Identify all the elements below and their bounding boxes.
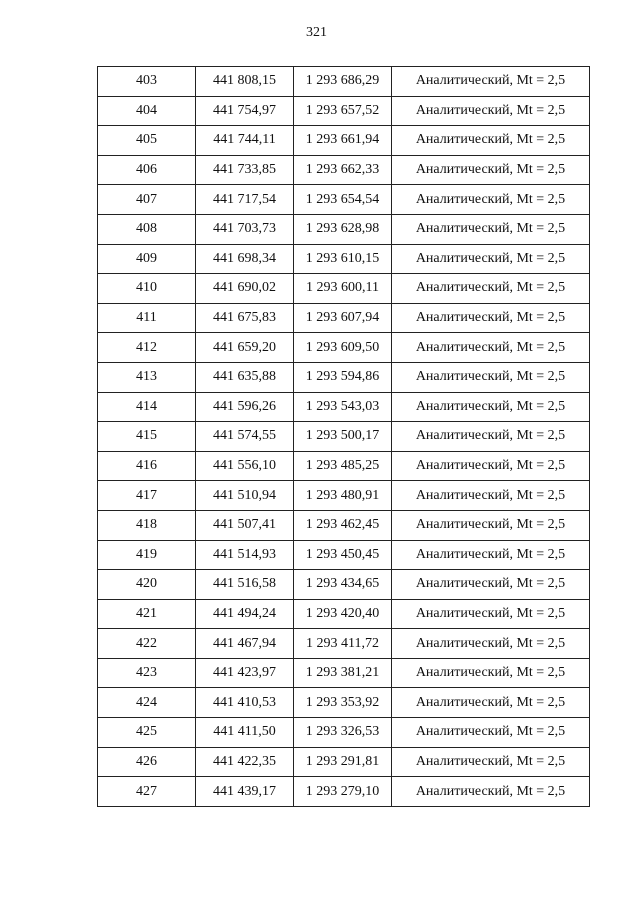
- table-row: [98, 747, 590, 777]
- table-row: [98, 629, 590, 659]
- x-coordinate-cell: 441 808,15: [196, 67, 294, 97]
- table-row: [98, 96, 590, 126]
- table-row: [98, 274, 590, 304]
- x-coordinate-cell: 441 423,97: [196, 658, 294, 688]
- point-number-cell: 412: [98, 333, 196, 363]
- table-row: [98, 451, 590, 481]
- method-cell: Аналитический, Mt = 2,5: [392, 451, 590, 481]
- table-row: [98, 422, 590, 452]
- point-number-cell: 426: [98, 747, 196, 777]
- point-number-cell: 419: [98, 540, 196, 570]
- method-cell: Аналитический, Mt = 2,5: [392, 362, 590, 392]
- y-coordinate-cell: 1 293 381,21: [294, 658, 392, 688]
- method-cell: Аналитический, Mt = 2,5: [392, 67, 590, 97]
- point-number-cell: 413: [98, 362, 196, 392]
- point-number-cell: 421: [98, 599, 196, 629]
- x-coordinate-cell: 441 514,93: [196, 540, 294, 570]
- method-cell: Аналитический, Mt = 2,5: [392, 333, 590, 363]
- table-row: [98, 481, 590, 511]
- method-cell: Аналитический, Mt = 2,5: [392, 718, 590, 748]
- method-cell: Аналитический, Mt = 2,5: [392, 481, 590, 511]
- point-number-cell: 405: [98, 126, 196, 156]
- method-cell: Аналитический, Mt = 2,5: [392, 599, 590, 629]
- y-coordinate-cell: 1 293 609,50: [294, 333, 392, 363]
- method-cell: Аналитический, Mt = 2,5: [392, 303, 590, 333]
- method-cell: Аналитический, Mt = 2,5: [392, 777, 590, 807]
- point-number-cell: 409: [98, 244, 196, 274]
- method-cell: Аналитический, Mt = 2,5: [392, 392, 590, 422]
- y-coordinate-cell: 1 293 353,92: [294, 688, 392, 718]
- x-coordinate-cell: 441 574,55: [196, 422, 294, 452]
- method-cell: Аналитический, Mt = 2,5: [392, 688, 590, 718]
- method-cell: Аналитический, Mt = 2,5: [392, 422, 590, 452]
- y-coordinate-cell: 1 293 450,45: [294, 540, 392, 570]
- method-cell: Аналитический, Mt = 2,5: [392, 570, 590, 600]
- table-row: [98, 570, 590, 600]
- x-coordinate-cell: 441 690,02: [196, 274, 294, 304]
- point-number-cell: 416: [98, 451, 196, 481]
- table-row: [98, 185, 590, 215]
- method-cell: Аналитический, Mt = 2,5: [392, 214, 590, 244]
- table-row: [98, 718, 590, 748]
- point-number-cell: 404: [98, 96, 196, 126]
- point-number-cell: 415: [98, 422, 196, 452]
- page-number: 321: [306, 25, 327, 40]
- y-coordinate-cell: 1 293 657,52: [294, 96, 392, 126]
- x-coordinate-cell: 441 507,41: [196, 510, 294, 540]
- x-coordinate-cell: 441 411,50: [196, 718, 294, 748]
- x-coordinate-cell: 441 744,11: [196, 126, 294, 156]
- table-row: [98, 155, 590, 185]
- table-row: [98, 540, 590, 570]
- method-cell: Аналитический, Mt = 2,5: [392, 658, 590, 688]
- y-coordinate-cell: 1 293 628,98: [294, 214, 392, 244]
- table-row: [98, 303, 590, 333]
- x-coordinate-cell: 441 754,97: [196, 96, 294, 126]
- table-row: [98, 599, 590, 629]
- x-coordinate-cell: 441 703,73: [196, 214, 294, 244]
- y-coordinate-cell: 1 293 662,33: [294, 155, 392, 185]
- x-coordinate-cell: 441 439,17: [196, 777, 294, 807]
- point-number-cell: 414: [98, 392, 196, 422]
- x-coordinate-cell: 441 659,20: [196, 333, 294, 363]
- y-coordinate-cell: 1 293 420,40: [294, 599, 392, 629]
- x-coordinate-cell: 441 717,54: [196, 185, 294, 215]
- x-coordinate-cell: 441 596,26: [196, 392, 294, 422]
- x-coordinate-cell: 441 516,58: [196, 570, 294, 600]
- method-cell: Аналитический, Mt = 2,5: [392, 126, 590, 156]
- x-coordinate-cell: 441 733,85: [196, 155, 294, 185]
- y-coordinate-cell: 1 293 661,94: [294, 126, 392, 156]
- point-number-cell: 408: [98, 214, 196, 244]
- table-row: [98, 126, 590, 156]
- x-coordinate-cell: 441 698,34: [196, 244, 294, 274]
- x-coordinate-cell: 441 510,94: [196, 481, 294, 511]
- y-coordinate-cell: 1 293 594,86: [294, 362, 392, 392]
- coordinates-table: [97, 66, 590, 807]
- point-number-cell: 410: [98, 274, 196, 304]
- table-row: [98, 688, 590, 718]
- point-number-cell: 406: [98, 155, 196, 185]
- x-coordinate-cell: 441 675,83: [196, 303, 294, 333]
- y-coordinate-cell: 1 293 411,72: [294, 629, 392, 659]
- point-number-cell: 425: [98, 718, 196, 748]
- y-coordinate-cell: 1 293 686,29: [294, 67, 392, 97]
- point-number-cell: 411: [98, 303, 196, 333]
- table-row: [98, 67, 590, 97]
- y-coordinate-cell: 1 293 462,45: [294, 510, 392, 540]
- y-coordinate-cell: 1 293 291,81: [294, 747, 392, 777]
- x-coordinate-cell: 441 494,24: [196, 599, 294, 629]
- point-number-cell: 417: [98, 481, 196, 511]
- x-coordinate-cell: 441 467,94: [196, 629, 294, 659]
- method-cell: Аналитический, Mt = 2,5: [392, 510, 590, 540]
- y-coordinate-cell: 1 293 600,11: [294, 274, 392, 304]
- point-number-cell: 423: [98, 658, 196, 688]
- y-coordinate-cell: 1 293 326,53: [294, 718, 392, 748]
- y-coordinate-cell: 1 293 500,17: [294, 422, 392, 452]
- method-cell: Аналитический, Mt = 2,5: [392, 629, 590, 659]
- table-row: [98, 510, 590, 540]
- y-coordinate-cell: 1 293 485,25: [294, 451, 392, 481]
- x-coordinate-cell: 441 422,35: [196, 747, 294, 777]
- y-coordinate-cell: 1 293 480,91: [294, 481, 392, 511]
- x-coordinate-cell: 441 410,53: [196, 688, 294, 718]
- point-number-cell: 403: [98, 67, 196, 97]
- y-coordinate-cell: 1 293 434,65: [294, 570, 392, 600]
- x-coordinate-cell: 441 635,88: [196, 362, 294, 392]
- y-coordinate-cell: 1 293 610,15: [294, 244, 392, 274]
- point-number-cell: 422: [98, 629, 196, 659]
- method-cell: Аналитический, Mt = 2,5: [392, 274, 590, 304]
- point-number-cell: 420: [98, 570, 196, 600]
- table-row: [98, 362, 590, 392]
- table-row: [98, 214, 590, 244]
- method-cell: Аналитический, Mt = 2,5: [392, 747, 590, 777]
- x-coordinate-cell: 441 556,10: [196, 451, 294, 481]
- table-row: [98, 333, 590, 363]
- method-cell: Аналитический, Mt = 2,5: [392, 540, 590, 570]
- point-number-cell: 424: [98, 688, 196, 718]
- table-row: [98, 392, 590, 422]
- y-coordinate-cell: 1 293 279,10: [294, 777, 392, 807]
- point-number-cell: 418: [98, 510, 196, 540]
- method-cell: Аналитический, Mt = 2,5: [392, 244, 590, 274]
- table-row: [98, 777, 590, 807]
- point-number-cell: 427: [98, 777, 196, 807]
- point-number-cell: 407: [98, 185, 196, 215]
- table-body: [98, 67, 590, 807]
- y-coordinate-cell: 1 293 654,54: [294, 185, 392, 215]
- method-cell: Аналитический, Mt = 2,5: [392, 155, 590, 185]
- method-cell: Аналитический, Mt = 2,5: [392, 96, 590, 126]
- table-row: [98, 244, 590, 274]
- table-row: [98, 658, 590, 688]
- method-cell: Аналитический, Mt = 2,5: [392, 185, 590, 215]
- y-coordinate-cell: 1 293 607,94: [294, 303, 392, 333]
- y-coordinate-cell: 1 293 543,03: [294, 392, 392, 422]
